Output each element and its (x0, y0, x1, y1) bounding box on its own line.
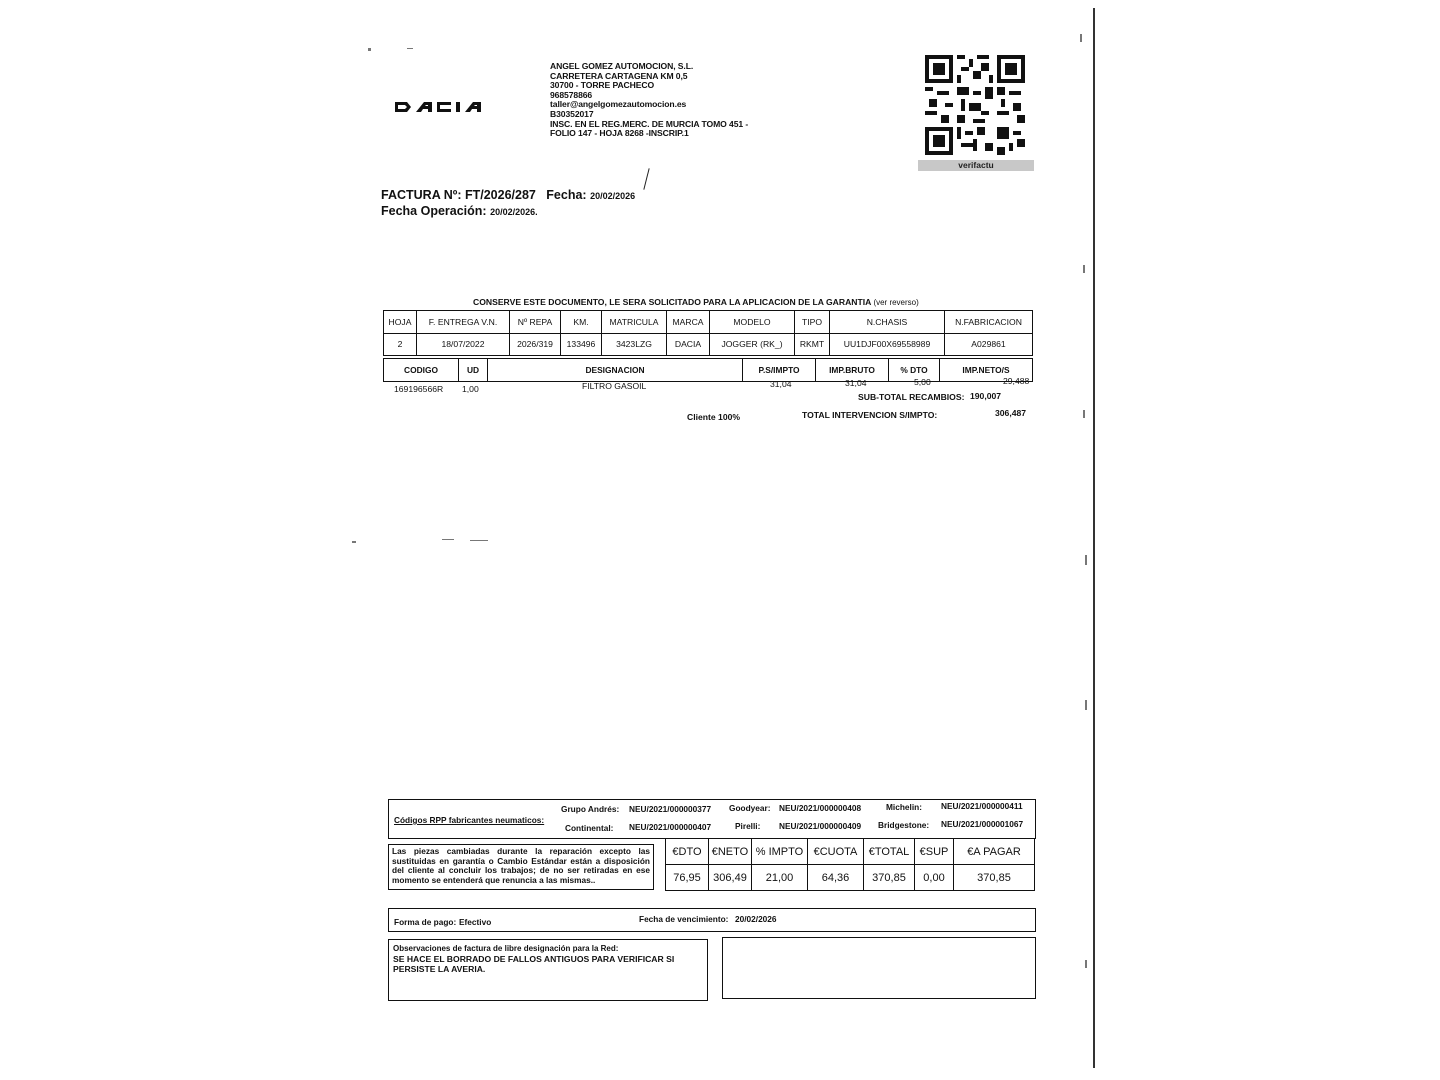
rpp-name: Goodyear: (729, 803, 771, 813)
invoice-date: 20/02/2026 (590, 191, 636, 201)
rpp-code: NEU/2021/000000407 (629, 822, 712, 832)
value-cell: 370,85 (954, 865, 1035, 891)
scan-speck (1085, 960, 1087, 968)
rpp-code: NEU/2021/000000411 (941, 801, 1023, 811)
observations-header: Observaciones de factura de libre designación para la Red: (393, 944, 619, 953)
payment-method-label: Forma de pago: (394, 917, 457, 927)
scan-speck (1083, 265, 1085, 273)
value-cell: 2 (384, 333, 417, 356)
dacia-logo (395, 97, 495, 117)
value-cell: 76,95 (666, 865, 709, 891)
lines-header-table (383, 358, 1033, 382)
header-cell: €CUOTA (808, 839, 864, 865)
scan-speck (1085, 555, 1087, 565)
total-intervention-label: TOTAL INTERVENCION S/IMPTO: (802, 410, 938, 420)
rpp-name: Grupo Andrés: (561, 804, 620, 814)
header-cell: €A PAGAR (954, 839, 1035, 865)
value-cell: 2026/319 (510, 333, 561, 356)
total-intervention-value: 306,487 (995, 408, 1027, 418)
operation-date-line (381, 204, 538, 218)
subtotal-recambios-label: SUB-TOTAL RECAMBIOS: (858, 392, 965, 402)
warranty-notice (473, 297, 919, 307)
header-cell: P.S/IMPTO (743, 359, 816, 382)
value-cell: 3423LZG (602, 333, 667, 356)
invoice-number-line (381, 188, 635, 202)
scan-speck (368, 48, 371, 51)
company-line: B30352017 (550, 108, 594, 119)
lines-header-row (384, 359, 1033, 382)
client-percent: Cliente 100% (687, 412, 741, 422)
value-cell: UU1DJF00X69558989 (830, 333, 945, 356)
header-cell: N.FABRICACION (945, 311, 1033, 334)
line-imp-bruto: 31,04 (845, 378, 867, 388)
header-cell: Nº REPA (510, 311, 561, 334)
header-cell: IMP.NETO/S (940, 359, 1033, 382)
company-info (550, 62, 748, 139)
company-line: 968578866 (550, 89, 593, 100)
rpp-name: Continental: (565, 823, 614, 833)
rpp-name: Pirelli: (735, 821, 761, 831)
value-cell: DACIA (667, 333, 710, 356)
scan-speck (1083, 410, 1085, 418)
line-codigo: 169196566R (394, 384, 444, 394)
header-cell: DESIGNACION (488, 359, 743, 382)
scan-speck (1085, 700, 1087, 710)
rpp-code: NEU/2021/000001067 (941, 819, 1024, 829)
payment-method: Efectivo (459, 917, 492, 927)
qr-code-icon (925, 55, 1025, 155)
pen-mark (643, 168, 649, 190)
scan-speck (470, 540, 488, 541)
company-line: FOLIO 147 - HOJA 8268 -INSCRIP.1 (550, 128, 689, 139)
invoice-date-label: Fecha: (546, 188, 587, 202)
company-line: taller@angelgomezautomocion.es (550, 99, 687, 110)
value-cell: A029861 (945, 333, 1033, 356)
observations-box (388, 939, 708, 1001)
header-cell: KM. (561, 311, 602, 334)
company-line: 30700 - TORRE PACHECO (550, 80, 655, 91)
header-cell: N.CHASIS (830, 311, 945, 334)
header-cell: €DTO (666, 839, 709, 865)
line-dto: 5,00 (914, 377, 931, 387)
page-edge-line (1093, 8, 1095, 1068)
value-cell: JOGGER (RK_) (710, 333, 795, 356)
header-cell: UD (459, 359, 488, 382)
payment-box (388, 908, 1036, 932)
header-cell: MATRICULA (602, 311, 667, 334)
observations-text: SE HACE EL BORRADO DE FALLOS ANTIGUOS PARA VERIFICAR SI PERSISTE LA AVERIA. (393, 954, 675, 974)
header-cell: CODIGO (384, 359, 459, 382)
due-date-label: Fecha de vencimiento: (639, 914, 729, 924)
warranty-notice-text: CONSERVE ESTE DOCUMENTO, LE SERA SOLICITADO PARA LA APLICACION DE LA GARANTIA (473, 297, 872, 307)
rpp-name: Michelin: (886, 802, 922, 812)
vehicle-header-row (384, 311, 1033, 334)
totals-header-row (666, 839, 1035, 865)
header-cell: MODELO (710, 311, 795, 334)
scan-speck (352, 541, 356, 543)
header-cell: €NETO (709, 839, 752, 865)
company-line: ANGEL GOMEZ AUTOMOCION, S.L. (550, 61, 694, 71)
rpp-codes-box (388, 799, 1036, 839)
verifactu-label: verifactu (918, 160, 1034, 171)
value-cell: 21,00 (752, 865, 808, 891)
scan-speck (1080, 34, 1082, 42)
company-line: CARRETERA CARTAGENA KM 0,5 (550, 70, 688, 81)
header-cell: F. ENTREGA V.N. (417, 311, 510, 334)
company-line: INSC. EN EL REG.MERC. DE MURCIA TOMO 451 - (550, 118, 749, 129)
line-designacion: FILTRO GASOIL (582, 381, 647, 391)
due-date: 20/02/2026 (735, 914, 777, 924)
empty-box (722, 937, 1036, 999)
scan-speck (407, 48, 413, 49)
subtotal-recambios-value: 190,007 (970, 391, 1002, 401)
value-cell: 133496 (561, 333, 602, 356)
line-ud: 1,00 (462, 384, 479, 394)
header-cell: MARCA (667, 311, 710, 334)
parts-disclaimer: Las piezas cambiadas durante la reparación excepto las sustituidas en garantía o Cambio Estándar están a disposición del cliente al concluir los trabajos; de no ser retiradas en ese momento se entenderá que renuncia a las mismas.. (388, 844, 654, 890)
line-imp-neto: 29,488 (1003, 376, 1030, 386)
totals-table (665, 838, 1035, 891)
header-cell: % IMPTO (752, 839, 808, 865)
header-cell: IMP.BRUTO (816, 359, 889, 382)
header-cell: % DTO (889, 359, 940, 382)
vehicle-value-row (384, 333, 1033, 356)
value-cell: 0,00 (915, 865, 954, 891)
operation-date-label: Fecha Operación: (381, 204, 487, 218)
vehicle-table (383, 310, 1033, 356)
rpp-title: Códigos RPP fabricantes neumaticos: (394, 815, 545, 825)
value-cell: 306,49 (709, 865, 752, 891)
scan-speck (442, 539, 454, 540)
warranty-notice-sub: (ver reverso) (873, 298, 919, 307)
value-cell: RKMT (795, 333, 830, 356)
rpp-code: NEU/2021/000000409 (779, 821, 862, 831)
line-ps-impto: 31,04 (770, 379, 792, 389)
value-cell: 18/07/2022 (417, 333, 510, 356)
rpp-code: NEU/2021/000000377 (629, 804, 712, 814)
value-cell: 370,85 (864, 865, 915, 891)
header-cell: €SUP (915, 839, 954, 865)
rpp-name: Bridgestone: (878, 820, 930, 830)
operation-date: 20/02/2026. (490, 207, 538, 217)
header-cell: HOJA (384, 311, 417, 334)
invoice-number-label: FACTURA Nº: (381, 188, 462, 202)
value-cell: 64,36 (808, 865, 864, 891)
header-cell: TIPO (795, 311, 830, 334)
totals-value-row (666, 865, 1035, 891)
rpp-code: NEU/2021/000000408 (779, 803, 862, 813)
invoice-number: FT/2026/287 (464, 188, 536, 202)
header-cell: €TOTAL (864, 839, 915, 865)
